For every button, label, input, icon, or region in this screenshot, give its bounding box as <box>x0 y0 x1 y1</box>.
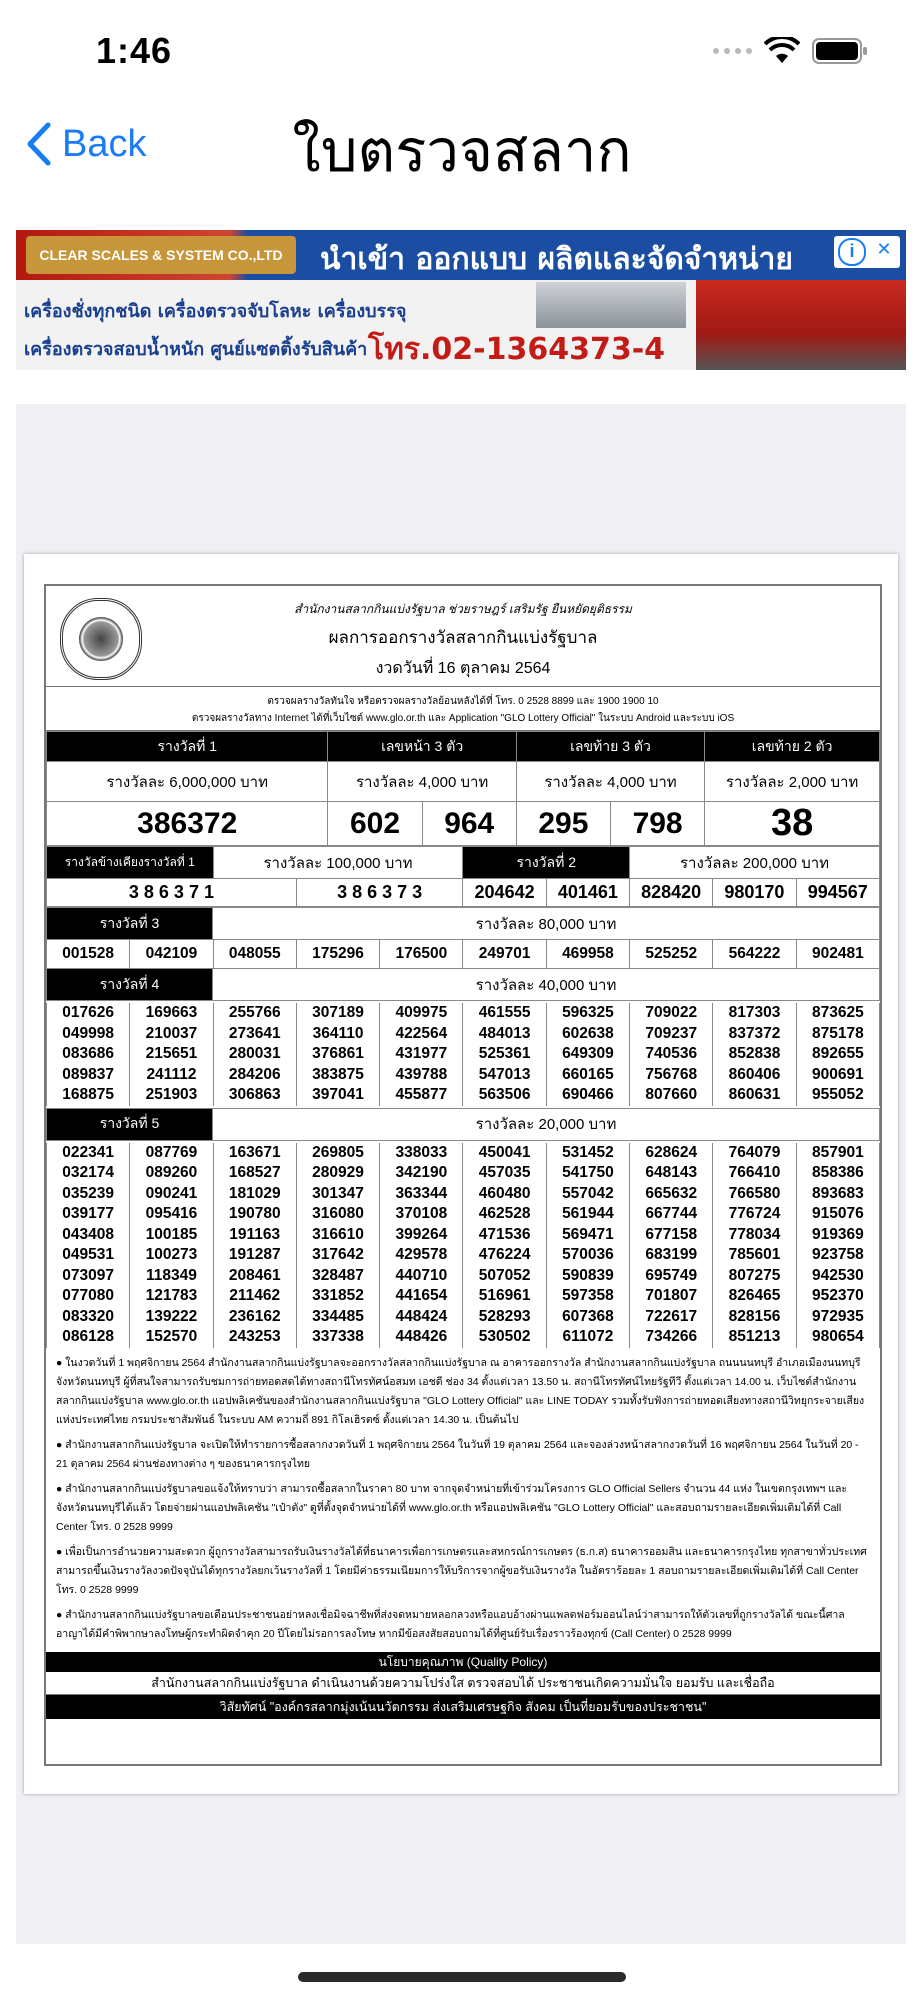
fourth-prize-number: 307189 <box>296 1003 379 1024</box>
fifth-prize-number: 570036 <box>546 1245 629 1266</box>
ad-line-1: เครื่องชั่งทุกชนิด เครื่องตรวจจับโลหะ เครื่องบรรจุ <box>24 301 407 322</box>
fifth-prize-number: 734266 <box>630 1327 713 1348</box>
fifth-prize-number: 316610 <box>296 1225 379 1246</box>
fourth-prize-number: 422564 <box>380 1024 463 1045</box>
fifth-prize-number: 328487 <box>296 1266 379 1287</box>
fourth-prize-number: 376861 <box>296 1044 379 1065</box>
fifth-prize-row <box>47 1204 880 1225</box>
lottery-sheet[interactable] <box>24 554 898 1794</box>
fourth-prize-number: 083686 <box>47 1044 130 1065</box>
fifth-prize-number: 363344 <box>380 1184 463 1205</box>
check-line-2: ตรวจผลรางวัลทาง Internet ได้ที่เว็บไซต์ www.glo.or.th และ Application "GLO Lottery Official" ในระบบ Android และระบบ iOS <box>191 713 735 724</box>
fourth-prize-number: 439788 <box>380 1065 463 1086</box>
fifth-prize-number: 607368 <box>546 1307 629 1328</box>
fourth-prize-number: 740536 <box>630 1044 713 1065</box>
page-title: ใบตรวจสลาก <box>292 117 632 185</box>
fifth-prize-number: 077080 <box>47 1286 130 1307</box>
third-prize-label: รางวัลที่ 3 <box>47 908 213 940</box>
announcement-notes <box>46 1350 880 1652</box>
fifth-prize-row <box>47 1286 880 1307</box>
back2-label: เลขท้าย 2 ตัว <box>705 732 880 762</box>
fourth-prize-number: 660165 <box>546 1065 629 1086</box>
fifth-prize-number: 191163 <box>213 1225 296 1246</box>
fifth-prize-number: 121783 <box>130 1286 213 1307</box>
first-prize-amount: รางวัลละ 6,000,000 บาท <box>47 762 328 802</box>
fifth-prize-number: 139222 <box>130 1307 213 1328</box>
fifth-prize-number: 399264 <box>380 1225 463 1246</box>
fourth-prize-row <box>47 1024 880 1045</box>
note-item: ● สำนักงานสลากกินแบ่งรัฐบาล จะเปิดให้ทำรายการซื้อสลากงวดวันที่ 1 พฤศจิกายน 2564 ในวันที่ 19 ตุลาคม 2564 และจองล่วงหน้าสลากงวดวันที่ 16 พฤศจิกายน 2564 ในวันที่ 20 - 21 ตุลาคม 2564 ผ่านช่องทางต่าง ๆ ของธนาคารกรุงไทย <box>56 1438 859 1470</box>
third-prize-number: 564222 <box>713 940 796 968</box>
fifth-prize-number: 476224 <box>463 1245 546 1266</box>
fifth-prize-number: 851213 <box>713 1327 796 1348</box>
fifth-prize-number: 531452 <box>546 1143 629 1164</box>
fifth-prize-number: 766410 <box>713 1163 796 1184</box>
fourth-prize-amount: รางวัลละ 40,000 บาท <box>213 969 880 1001</box>
near-first-label: รางวัลข้างเคียงรางวัลที่ 1 <box>47 847 214 879</box>
ad-truck-image <box>696 280 906 370</box>
fifth-prize-number: 338033 <box>380 1143 463 1164</box>
fifth-prize-number: 677158 <box>630 1225 713 1246</box>
fifth-prize-row <box>47 1143 880 1164</box>
fifth-prize-number: 317642 <box>296 1245 379 1266</box>
third-prize-number: 175296 <box>296 940 379 968</box>
fifth-prize-number: 778034 <box>713 1225 796 1246</box>
fifth-prize-row <box>47 1245 880 1266</box>
fifth-prize-number: 471536 <box>463 1225 546 1246</box>
check-info <box>46 687 880 731</box>
fifth-prize-number: 211462 <box>213 1286 296 1307</box>
fourth-prize-number: 215651 <box>130 1044 213 1065</box>
fifth-prize-number: 087769 <box>130 1143 213 1164</box>
third-prize-number: 469958 <box>546 940 629 968</box>
fourth-prize-number: 860631 <box>713 1085 796 1106</box>
fifth-prize-number: 342190 <box>380 1163 463 1184</box>
third-prize-numbers <box>46 940 880 968</box>
fourth-prize-number: 284206 <box>213 1065 296 1086</box>
fifth-prize-number: 695749 <box>630 1266 713 1287</box>
near-first-number: 3 8 6 3 7 3 <box>296 879 463 907</box>
fifth-prize-number: 611072 <box>546 1327 629 1348</box>
fourth-prize-number: 955052 <box>796 1085 879 1106</box>
fifth-prize-number: 628624 <box>630 1143 713 1164</box>
fifth-prize-numbers <box>46 1143 880 1348</box>
fifth-prize-number: 032174 <box>47 1163 130 1184</box>
ad-close-icon[interactable]: ✕ <box>876 239 892 259</box>
fifth-prize-number: 100273 <box>130 1245 213 1266</box>
fifth-prize-number: 457035 <box>463 1163 546 1184</box>
fifth-prize-number: 083320 <box>47 1307 130 1328</box>
ad-info-icon[interactable]: i <box>838 238 866 266</box>
near-and-second-table <box>46 846 880 907</box>
fourth-prize-number: 525361 <box>463 1044 546 1065</box>
fifth-prize-number: 118349 <box>130 1266 213 1287</box>
fifth-prize-row <box>47 1225 880 1246</box>
fifth-prize-number: 441654 <box>380 1286 463 1307</box>
second-prize-number: 994567 <box>796 879 879 907</box>
fourth-prize-number: 649309 <box>546 1044 629 1065</box>
note-item: ● สำนักงานสลากกินแบ่งรัฐบาลขอแจ้งให้ทราบว่า สามารถซื้อสลากในราคา 80 บาท จากจุดจำหน่ายที่เข้าร่วมโครงการ GLO Official Sellers จำนวน 44 แห่ง ในเขตกรุงเทพฯ และจังหวัดนนทบุรีได้แล้ว โดยจ่ายผ่านแอปพลิเคชัน "เป๋าตัง" ดูที่ตั้งจุดจำหน่ายได้ที่ www.glo.or.th หรือแอปพลิเคชัน "GLO Lottery Official" และสอบถามรายละเอียดเพิ่มเติมได้ที่ Call Center โทร. 0 2528 9999 <box>56 1482 848 1533</box>
second-prize-number: 980170 <box>713 879 796 907</box>
note-item: ● เพื่อเป็นการอำนวยความสะดวก ผู้ถูกรางวัลสามารถรับเงินรางวัลได้ที่ธนาคารเพื่อการเกษตรและสหกรณ์การเกษตร (ธ.ก.ส) ธนาคารออมสิน และธนาคารกรุงไทย ทุกสาขาทั่วประเทศ สามารถขึ้นเงินรางวัลงวดปัจจุบันได้ทุกรางวัลยกเว้นรางวัลที่ 1 โดยมีค่าธรรมเนียมการให้บริการจากผู้ขอรับเงินรางวัล ในอัตราร้อยละ 1 สอบถามรายละเอียดเพิ่มเติมได้ที่ Call Center โทร. 0 2528 9999 <box>56 1545 867 1596</box>
vision-statement: วิสัยทัศน์ "องค์กรสลากมุ่งเน้นนวัตกรรม ส่งเสริมเศรษฐกิจ สังคม เป็นที่ยอมรับของประชาชน" <box>46 1695 880 1719</box>
fifth-prize-number: 528293 <box>463 1307 546 1328</box>
fifth-prize-table <box>46 1108 880 1141</box>
fifth-prize-number: 530502 <box>463 1327 546 1348</box>
back3-number: 798 <box>611 802 705 846</box>
fifth-prize-number: 776724 <box>713 1204 796 1225</box>
fifth-prize-number: 190780 <box>213 1204 296 1225</box>
fourth-prize-row <box>47 1065 880 1086</box>
status-bar <box>0 0 924 100</box>
fourth-prize-number: 563506 <box>463 1085 546 1106</box>
fifth-prize-number: 440710 <box>380 1266 463 1287</box>
cellular-signal-icon <box>713 48 752 54</box>
first-prize-number: 386372 <box>47 802 328 846</box>
back3-number: 295 <box>516 802 610 846</box>
fourth-prize-number: 875178 <box>796 1024 879 1045</box>
fifth-prize-number: 337338 <box>296 1327 379 1348</box>
second-prize-number: 401461 <box>546 879 629 907</box>
wifi-icon <box>764 37 800 65</box>
fourth-prize-number: 210037 <box>130 1024 213 1045</box>
second-prize-number: 828420 <box>630 879 713 907</box>
fifth-prize-number: 089260 <box>130 1163 213 1184</box>
fifth-prize-number: 450041 <box>463 1143 546 1164</box>
fourth-prize-number: 852838 <box>713 1044 796 1065</box>
fourth-prize-number: 892655 <box>796 1044 879 1065</box>
fourth-prize-number: 602638 <box>546 1024 629 1045</box>
fifth-prize-number: 857901 <box>796 1143 879 1164</box>
fourth-prize-number: 280031 <box>213 1044 296 1065</box>
fifth-prize-number: 039177 <box>47 1204 130 1225</box>
fifth-prize-label: รางวัลที่ 5 <box>47 1108 213 1140</box>
third-prize-table <box>46 907 880 940</box>
fourth-prize-number: 837372 <box>713 1024 796 1045</box>
fifth-prize-number: 980654 <box>796 1327 879 1348</box>
fourth-prize-number: 690466 <box>546 1085 629 1106</box>
back2-number: 38 <box>705 802 880 846</box>
fifth-prize-number: 073097 <box>47 1266 130 1287</box>
fifth-prize-number: 590839 <box>546 1266 629 1287</box>
front3-amount: รางวัลละ 4,000 บาท <box>328 762 516 802</box>
fourth-prize-number: 756768 <box>630 1065 713 1086</box>
fifth-prize-number: 100185 <box>130 1225 213 1246</box>
ad-line-2: เครื่องตรวจสอบน้ำหนัก ศูนย์แซตติ้งรับสินค้า <box>24 339 368 360</box>
third-prize-amount: รางวัลละ 80,000 บาท <box>213 908 880 940</box>
status-time: 1:46 <box>96 30 173 71</box>
front3-label: เลขหน้า 3 ตัว <box>328 732 516 762</box>
fifth-prize-number: 022341 <box>47 1143 130 1164</box>
fifth-prize-number: 316080 <box>296 1204 379 1225</box>
fifth-prize-number: 516961 <box>463 1286 546 1307</box>
fifth-prize-number: 764079 <box>713 1143 796 1164</box>
back-label: Back <box>62 122 147 165</box>
ad-machine-image <box>536 282 686 328</box>
fifth-prize-number: 919369 <box>796 1225 879 1246</box>
fifth-prize-number: 448424 <box>380 1307 463 1328</box>
note-item: ● ในงวดวันที่ 1 พฤศจิกายน 2564 สำนักงานสลากกินแบ่งรัฐบาลจะออกรางวัลสลากกินแบ่งรัฐบาล ณ อาคารออกรางวัล สำนักงานสลากกินแบ่งรัฐบาล ถนนนนทบุรี อำเภอเมืองนนทบุรี จังหวัดนนทบุรี ผู้ที่สนใจสามารถรับชมการถ่ายทอดสดได้ทางสถานีโทรทัศน์อสมท เอชดี ช่อง 34 ตั้งแต่เวลา 13.50 น. สถานีโทรทัศน์ไทยรัฐทีวี ตั้งแต่เวลา 14.00 น. เว็บไซต์สำนักงานสลากกินแบ่งรัฐบาล www.glo.or.th แอปพลิเคชันของสำนักงานสลากกินแบ่งรัฐบาล "GLO Lottery Official" และ LINE TODAY รวมทั้งรับฟังการถ่ายทอดเสียงทางสถานีวิทยุกระจายเสียงแห่งประเทศไทย กรมประชาสัมพันธ์ ในระบบ AM ความถี่ 891 กิโลเฮิรตซ์ ตั้งแต่เวลา 14.30 น. เป็นต้นไป <box>56 1356 865 1426</box>
near-first-number: 3 8 6 3 7 1 <box>47 879 297 907</box>
fourth-prize-number: 251903 <box>130 1085 213 1106</box>
fifth-prize-number: 826465 <box>713 1286 796 1307</box>
fourth-prize-number: 168875 <box>47 1085 130 1106</box>
fourth-prize-number: 807660 <box>630 1085 713 1106</box>
back3-amount: รางวัลละ 4,000 บาท <box>516 762 704 802</box>
fifth-prize-number: 181029 <box>213 1184 296 1205</box>
fifth-prize-number: 163671 <box>213 1143 296 1164</box>
check-line-1: ตรวจผลรางวัลทันใจ หรือตรวจผลรางวัลย้อนหลังได้ที่ โทร. 0 2528 8899 และ 1900 1900 10 <box>267 696 659 707</box>
third-prize-number: 001528 <box>47 940 130 968</box>
ad-controls <box>834 236 900 268</box>
fifth-prize-number: 893683 <box>796 1184 879 1205</box>
fourth-prize-number: 306863 <box>213 1085 296 1106</box>
fifth-prize-number: 236162 <box>213 1307 296 1328</box>
fifth-prize-row <box>47 1184 880 1205</box>
second-prize-label: รางวัลที่ 2 <box>463 847 630 879</box>
fourth-prize-row <box>47 1044 880 1065</box>
fifth-prize-number: 334485 <box>296 1307 379 1328</box>
fourth-prize-numbers <box>46 1003 880 1106</box>
third-prize-number: 525252 <box>630 940 713 968</box>
fifth-prize-number: 331852 <box>296 1286 379 1307</box>
fourth-prize-number: 709022 <box>630 1003 713 1024</box>
fourth-prize-number: 273641 <box>213 1024 296 1045</box>
battery-icon <box>812 37 868 65</box>
fifth-prize-number: 043408 <box>47 1225 130 1246</box>
fourth-prize-number: 241112 <box>130 1065 213 1086</box>
fifth-prize-number: 561944 <box>546 1204 629 1225</box>
fifth-prize-number: 597358 <box>546 1286 629 1307</box>
fifth-prize-number: 280929 <box>296 1163 379 1184</box>
fifth-prize-number: 557042 <box>546 1184 629 1205</box>
draw-date: งวดวันที่ 16 ตุลาคม 2564 <box>375 660 551 677</box>
fifth-prize-row <box>47 1327 880 1348</box>
back2-amount: รางวัลละ 2,000 บาท <box>705 762 880 802</box>
fifth-prize-number: 952370 <box>796 1286 879 1307</box>
fifth-prize-number: 429578 <box>380 1245 463 1266</box>
fourth-prize-row <box>47 1085 880 1106</box>
fifth-prize-number: 448426 <box>380 1327 463 1348</box>
second-prize-number: 204642 <box>463 879 546 907</box>
main-prize-table <box>46 731 880 846</box>
fifth-prize-number: 168527 <box>213 1163 296 1184</box>
fourth-prize-number: 484013 <box>463 1024 546 1045</box>
third-prize-number: 042109 <box>130 940 213 968</box>
fifth-prize-number: 095416 <box>130 1204 213 1225</box>
fourth-prize-number: 089837 <box>47 1065 130 1086</box>
fourth-prize-number: 817303 <box>713 1003 796 1024</box>
fourth-prize-number: 049998 <box>47 1024 130 1045</box>
fifth-prize-number: 665632 <box>630 1184 713 1205</box>
fourth-prize-number: 017626 <box>47 1003 130 1024</box>
status-icons <box>713 36 868 66</box>
third-prize-number: 249701 <box>463 940 546 968</box>
second-prize-amount: รางวัลละ 200,000 บาท <box>630 847 880 879</box>
quality-policy-text: สำนักงานสลากกินแบ่งรัฐบาล ดำเนินงานด้วยความโปร่งใส ตรวจสอบได้ ประชาชนเกิดความมั่นใจ ยอมรับ และเชื่อถือ <box>46 1672 880 1695</box>
fourth-prize-number: 255766 <box>213 1003 296 1024</box>
fifth-prize-amount: รางวัลละ 20,000 บาท <box>213 1108 880 1140</box>
fourth-prize-number: 547013 <box>463 1065 546 1086</box>
quality-policy-header: นโยบายคุณภาพ (Quality Policy) <box>46 1652 880 1672</box>
lottery-frame <box>44 584 882 1766</box>
ad-banner[interactable] <box>16 230 906 370</box>
fifth-prize-number: 667744 <box>630 1204 713 1225</box>
fifth-prize-number: 807275 <box>713 1266 796 1287</box>
first-prize-label: รางวัลที่ 1 <box>47 732 328 762</box>
fifth-prize-number: 243253 <box>213 1327 296 1348</box>
fifth-prize-number: 370108 <box>380 1204 463 1225</box>
back3-label: เลขท้าย 3 ตัว <box>516 732 704 762</box>
third-prize-number: 902481 <box>796 940 879 968</box>
fifth-prize-number: 569471 <box>546 1225 629 1246</box>
ad-phone: โทร.02-1364373-4 <box>368 332 666 367</box>
fourth-prize-number: 900691 <box>796 1065 879 1086</box>
near-first-amount: รางวัลละ 100,000 บาท <box>213 847 463 879</box>
fifth-prize-row <box>47 1163 880 1184</box>
fifth-prize-number: 915076 <box>796 1204 879 1225</box>
fifth-prize-number: 507052 <box>463 1266 546 1287</box>
fifth-prize-number: 049531 <box>47 1245 130 1266</box>
fifth-prize-number: 785601 <box>713 1245 796 1266</box>
fourth-prize-number: 455877 <box>380 1085 463 1106</box>
fifth-prize-row <box>47 1266 880 1287</box>
sheet-title: ผลการออกรางวัลสลากกินแบ่งรัฐบาล <box>328 628 598 647</box>
fifth-prize-number: 683199 <box>630 1245 713 1266</box>
fifth-prize-number: 460480 <box>463 1184 546 1205</box>
third-prize-number: 176500 <box>380 940 463 968</box>
fifth-prize-number: 301347 <box>296 1184 379 1205</box>
fourth-prize-label: รางวัลที่ 4 <box>47 969 213 1001</box>
fifth-prize-number: 923758 <box>796 1245 879 1266</box>
agency-slogan: สำนักงานสลากกินแบ่งรัฐบาล ช่วยราษฎร์ เสริมรัฐ ยืนหยัดยุติธรรม <box>294 602 632 616</box>
sheet-header <box>46 586 880 687</box>
fourth-prize-number: 596325 <box>546 1003 629 1024</box>
fifth-prize-number: 858386 <box>796 1163 879 1184</box>
fourth-prize-number: 461555 <box>463 1003 546 1024</box>
home-indicator[interactable] <box>298 1972 626 1982</box>
fifth-prize-row <box>47 1307 880 1328</box>
fifth-prize-number: 722617 <box>630 1307 713 1328</box>
fourth-prize-number: 364110 <box>296 1024 379 1045</box>
fifth-prize-number: 972935 <box>796 1307 879 1328</box>
fifth-prize-number: 462528 <box>463 1204 546 1225</box>
fifth-prize-number: 208461 <box>213 1266 296 1287</box>
fourth-prize-table <box>46 968 880 1001</box>
note-item: ● สำนักงานสลากกินแบ่งรัฐบาลขอเตือนประชาชนอย่าหลงเชื่อมิจฉาชีพที่ส่งจดหมายหลอกลวงหรือแอบอ้างผ่านแพลตฟอร์มออนไลน์ว่าสามารถให้ตัวเลขที่ถูกรางวัลได้ ขณะนี้ศาลอาญาได้มีคำพิพากษาลงโทษผู้กระทำผิดจำคุก 20 ปีโดยไม่รอการลงโทษ หากมีข้อสงสัยสอบถามได้ที่ศูนย์รับเรื่องราวร้องทุกข์ (Call Center) 0 2528 9999 <box>56 1608 845 1640</box>
fourth-prize-number: 709237 <box>630 1024 713 1045</box>
fourth-prize-number: 397041 <box>296 1085 379 1106</box>
front3-number: 602 <box>328 802 422 846</box>
fifth-prize-number: 086128 <box>47 1327 130 1348</box>
fifth-prize-number: 191287 <box>213 1245 296 1266</box>
fourth-prize-number: 860406 <box>713 1065 796 1086</box>
fifth-prize-number: 152570 <box>130 1327 213 1348</box>
fifth-prize-number: 035239 <box>47 1184 130 1205</box>
fifth-prize-number: 090241 <box>130 1184 213 1205</box>
fourth-prize-number: 169663 <box>130 1003 213 1024</box>
fourth-prize-number: 409975 <box>380 1003 463 1024</box>
front3-number: 964 <box>422 802 516 846</box>
fifth-prize-number: 766580 <box>713 1184 796 1205</box>
fourth-prize-number: 383875 <box>296 1065 379 1086</box>
fifth-prize-number: 648143 <box>630 1163 713 1184</box>
ad-logo: CLEAR SCALES & SYSTEM CO.,LTD <box>26 236 296 274</box>
fifth-prize-number: 541750 <box>546 1163 629 1184</box>
fourth-prize-number: 431977 <box>380 1044 463 1065</box>
fifth-prize-number: 942530 <box>796 1266 879 1287</box>
fifth-prize-number: 828156 <box>713 1307 796 1328</box>
ad-headline: นำเข้า ออกแบบ ผลิตและจัดจำหน่าย <box>320 242 793 277</box>
fifth-prize-number: 269805 <box>296 1143 379 1164</box>
fourth-prize-number: 873625 <box>796 1003 879 1024</box>
third-prize-number: 048055 <box>213 940 296 968</box>
fifth-prize-number: 701807 <box>630 1286 713 1307</box>
fourth-prize-row <box>47 1003 880 1024</box>
